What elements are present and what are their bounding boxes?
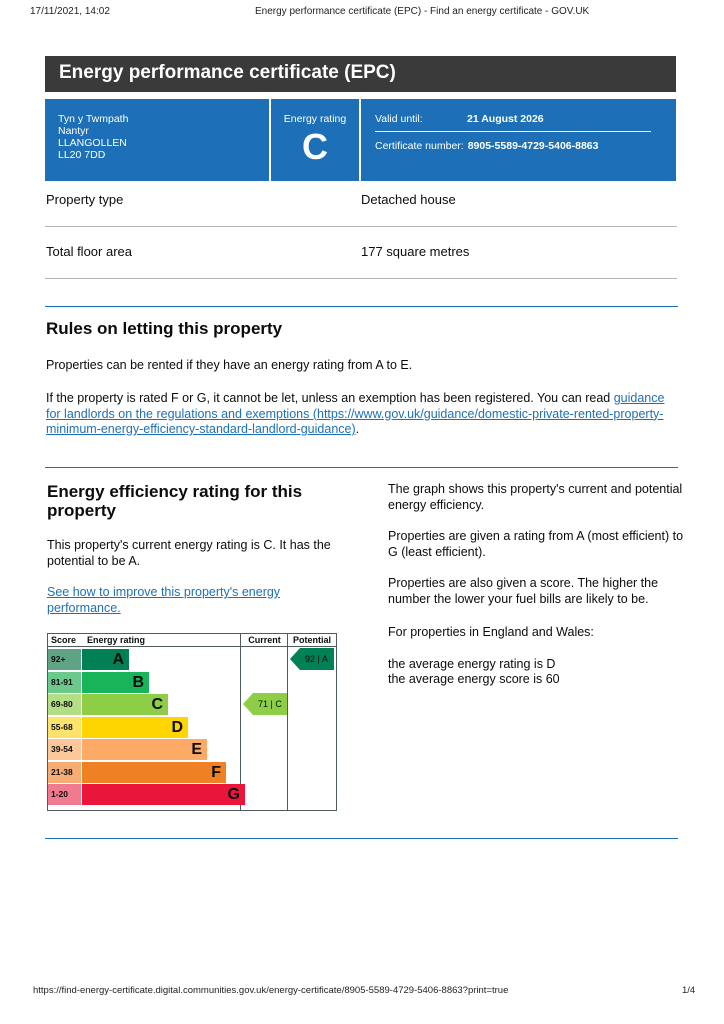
address-line: LL20 7DD xyxy=(58,149,106,161)
efficiency-heading: Energy efficiency rating for this property xyxy=(47,482,303,520)
marker-arrow xyxy=(290,648,300,670)
potential-rating-marker xyxy=(290,648,334,670)
summary-value: Detached house xyxy=(361,192,456,207)
section-divider xyxy=(45,306,678,307)
summary-label: Property type xyxy=(46,192,124,207)
band-letter: E xyxy=(191,741,202,758)
letting-paragraph xyxy=(46,391,680,438)
band-score-range: 1-20 xyxy=(48,784,81,805)
print-page-number: 1/4 xyxy=(682,985,696,996)
certificate-number-value: 8905-5589-4729-5406-8863 xyxy=(467,140,599,152)
score-explanation: Properties are also given a score. The higher the number the lower your fuel bills are likely to be. xyxy=(388,576,659,606)
band-bar xyxy=(82,739,207,760)
letting-heading: Rules on letting this property xyxy=(46,319,283,338)
chart-header-score: Score xyxy=(48,634,83,647)
valid-until-label: Valid until: xyxy=(375,113,423,125)
current-rating-marker xyxy=(243,693,287,715)
graph-explanation: The graph shows this property's current and potential energy efficiency. xyxy=(388,482,683,512)
band-score-range: 21-38 xyxy=(48,762,81,783)
energy-rating-box xyxy=(271,99,361,181)
chart-header-energy-rating: Energy rating xyxy=(83,634,241,647)
energy-rating-label: Energy rating xyxy=(283,113,347,125)
rating-explanation: Properties are given a rating from A (most efficient) to G (least efficient). xyxy=(388,529,684,559)
print-page-title: Energy performance certificate (EPC) - Find an energy certificate - GOV.UK xyxy=(255,6,590,17)
summary-row-floor-area xyxy=(45,244,677,279)
chart-column-divider xyxy=(287,634,288,810)
section-divider xyxy=(45,838,678,839)
band-bar xyxy=(82,694,168,715)
region-label: For properties in England and Wales: xyxy=(388,625,594,639)
property-address xyxy=(45,99,271,181)
band-bar xyxy=(82,717,188,738)
summary-label: Total floor area xyxy=(46,244,132,259)
valid-until-value: 21 August 2026 xyxy=(467,113,544,125)
average-score: the average energy score is 60 xyxy=(388,672,560,686)
band-letter: F xyxy=(211,763,221,781)
certificate-number-label: Certificate number: xyxy=(375,140,464,152)
band-letter: D xyxy=(171,718,183,736)
band-bar xyxy=(82,672,149,693)
improve-energy-link[interactable]: See how to improve this property's energy performance. xyxy=(47,585,281,615)
section-divider xyxy=(45,467,678,468)
page-title: Energy performance certificate (EPC) xyxy=(45,56,676,92)
band-letter: G xyxy=(227,786,240,803)
certificate-summary-panel xyxy=(45,99,676,181)
chart-header-current: Current xyxy=(241,634,288,647)
letting-paragraph: Properties can be rented if they have an energy rating from A to E. xyxy=(46,358,413,372)
certificate-details xyxy=(361,99,676,181)
print-date: 17/11/2021, 14:02 xyxy=(30,6,110,17)
band-letter: A xyxy=(112,651,124,668)
band-letter: B xyxy=(132,673,144,691)
print-url: https://find-energy-certificate.digital.communities.gov.uk/energy-certificate/8905-5589-4729-5406-8863?print=true xyxy=(33,985,509,996)
band-score-range: 92+ xyxy=(48,649,81,670)
energy-rating-chart xyxy=(47,633,337,811)
address-line: Nantyr xyxy=(58,125,89,137)
band-bar xyxy=(82,649,129,670)
band-score-range: 81-91 xyxy=(48,672,81,693)
band-score-range: 69-80 xyxy=(48,694,81,715)
band-bar xyxy=(82,762,226,783)
average-rating: the average energy rating is D xyxy=(388,657,556,671)
band-letter: C xyxy=(151,696,163,713)
summary-row-property-type xyxy=(45,192,677,227)
marker-label: 71 | C xyxy=(253,693,287,715)
landlord-guidance-link[interactable]: guidance for landlords on the regulations and exemptions (https://www.gov.uk/guidance/domestic-private-rented-property-minimum-energy-efficiency-standard-landlord-guidance) xyxy=(46,391,665,436)
band-score-range: 55-68 xyxy=(48,717,81,738)
letting-text: If the property is rated F or G, it cannot be let, unless an exemption has been registered. You can read xyxy=(46,391,614,405)
chart-header-potential: Potential xyxy=(288,634,336,647)
efficiency-paragraph: This property's current energy rating is C. It has the potential to be A. xyxy=(47,538,331,568)
band-score-range: 39-54 xyxy=(48,739,81,760)
marker-label: 92 | A xyxy=(300,648,334,670)
band-bar xyxy=(82,784,245,805)
summary-value: 177 square metres xyxy=(361,244,470,259)
address-line: LLANGOLLEN xyxy=(58,137,127,149)
letting-text: . xyxy=(355,422,360,436)
address-line: Tyn y Twmpath xyxy=(58,113,129,125)
marker-arrow xyxy=(243,693,253,715)
energy-rating-letter: C xyxy=(302,126,328,167)
